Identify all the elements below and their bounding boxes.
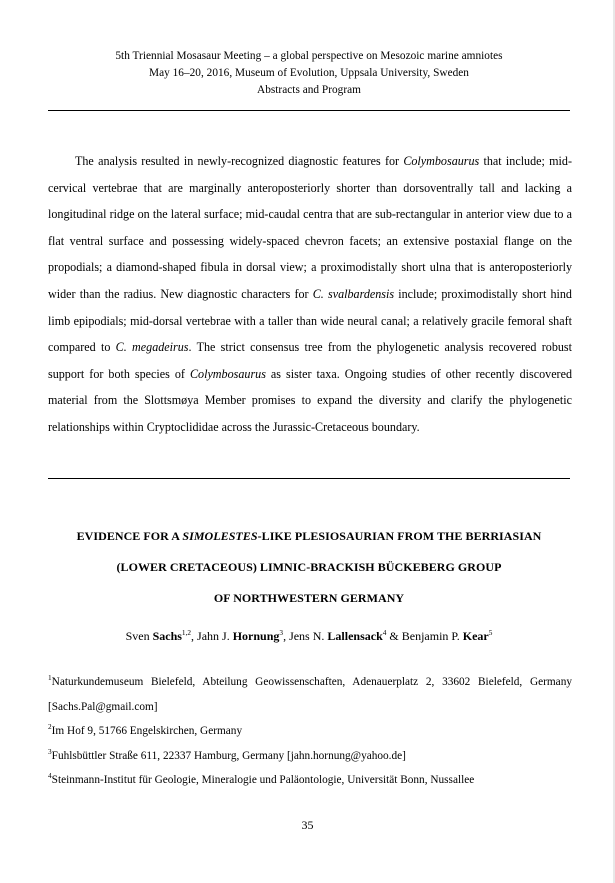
abstract-segment-5: as sister taxa. Ongoing studies of other recently discovered material from the Slottsmøya Member promises to expand the diversity and clarify the phylogenetic relationships within Cryptoclididae across the Jurassic-Cretaceous boundary. [48,366,572,435]
genus-simolestes: SIMOLESTES [182,529,258,544]
author-1-surname: Sachs [152,629,182,643]
article-title-line-2: (LOWER CRETACEOUS) LIMNIC-BRACKISH BÜCKEBERG GROUP [116,560,502,575]
author-4-surname: Kear [462,629,489,643]
taxon-colymbosaurus-1: Colymbosaurus [403,154,480,169]
author-separator-1: , Jahn J. [191,629,233,643]
author-4-affiliation-marker: 5 [488,628,493,637]
section-divider-rule [48,478,570,479]
page-number: 35 [301,818,314,832]
running-header-line-2: May 16–20, 2016, Museum of Evolution, Uppsala University, Sweden [149,67,469,80]
author-3-affiliation-marker: 4 [382,628,387,637]
abstract-segment-2: that include; mid-cervical vertebrae that are marginally anteroposteriorly shorter than dorsoventrally tall and lacking a longitudinal ridge on the lateral surface; mid-caudal centra that are sub-rectangular in anterior view due to a flat ventral surface and possessing widely-spaced chevron facets; an extensive postaxial flange on the propodials; a diamond-shaped fibula in dorsal view; a proximodistally short ulna that is anteroposteriorly wider than the radius. New diagnostic characters for [48,154,572,302]
abstract-segment-3: include; proximodistally short hind limb epipodials; mid-dorsal vertebrae with a taller than wide neural canal; a relatively gracile femoral shaft compared to [48,287,572,355]
affiliation-item [48,670,572,719]
abstract-segment-4: . The strict consensus tree from the phylogenetic analysis recovered robust support for both species of [48,340,572,381]
taxon-c-svalbardensis: C. svalbardensis [312,287,395,302]
affiliation-marker: 4 [48,771,52,781]
author-separator-2: , Jens N. [283,629,328,643]
article-title [48,521,570,614]
affiliation-text: Fuhlsbüttler Straße 611, 22337 Hamburg, Germany [jahn.hornung@yahoo.de] [51,749,406,762]
header-divider-rule [48,110,570,111]
author-2-affiliation-marker: 3 [279,628,284,637]
author-3-surname: Lallensack [327,629,383,643]
affiliation-marker: 2 [48,722,52,732]
affiliation-item [48,719,572,744]
affiliation-item [48,768,572,793]
author-2-surname: Hornung [232,629,280,643]
abstract-segment-1: The analysis resulted in newly-recognized diagnostic features for [75,154,404,169]
article-title-line-3: OF NORTHWESTERN GERMANY [213,591,405,606]
affiliation-list [48,670,572,793]
running-header [48,48,570,100]
author-list [48,627,570,645]
affiliation-item [48,744,572,769]
taxon-c-megadeirus: C. megadeirus [115,340,189,355]
article-title-line-1-pre: EVIDENCE FOR A [76,529,183,544]
article-title-line-1 [48,521,570,552]
running-header-line-1: 5th Triennial Mosasaur Meeting – a global perspective on Mesozoic marine amniotes [115,50,503,62]
affiliation-text: Steinmann-Institut für Geologie, Mineralogie und Paläontologie, Universität Bonn, Nussallee [51,774,475,787]
affiliation-text: Naturkundemuseum Bielefeld, Abteilung Geowissenschaften, Adenauerplatz 2, 33602 Bielefeld, Germany [Sachs.Pal@gmail.com] [48,676,572,713]
affiliation-text: Im Hof 9, 51766 Engelskirchen, Germany [51,725,243,738]
affiliation-marker: 1 [48,673,52,683]
abstract-paragraph [48,148,572,441]
running-header-line-3: Abstracts and Program [257,84,361,97]
taxon-colymbosaurus-2: Colymbosaurus [189,366,266,381]
author-1-affiliation-marker: 1,2 [181,628,192,637]
affiliation-marker: 3 [48,747,52,757]
article-title-line-1-post: -LIKE PLESIOSAURIAN FROM THE BERRIASIAN [257,529,542,544]
author-separator-3: & Benjamin P. [386,629,463,643]
author-1-first-name: Sven [125,629,153,643]
